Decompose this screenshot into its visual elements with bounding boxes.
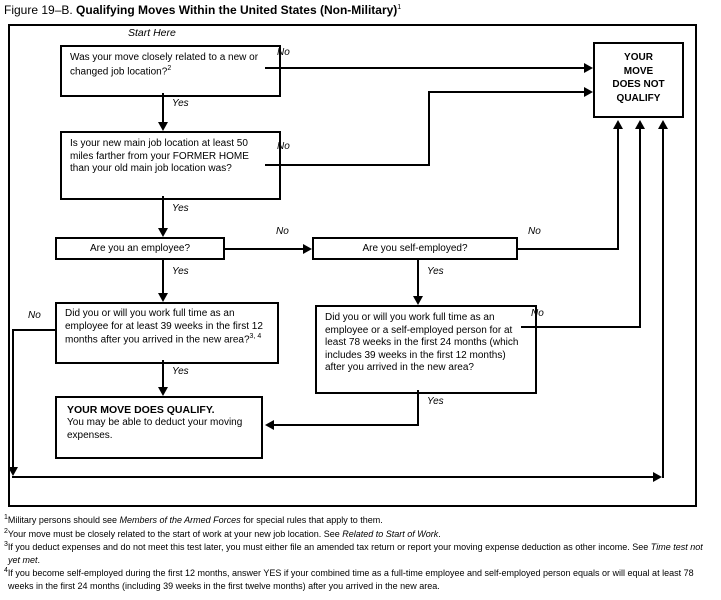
start-here-label: Start Here (128, 27, 176, 39)
figure-title-main: Qualifying Moves Within the United States (Non-Military) (76, 3, 398, 17)
no-label: No (28, 310, 41, 321)
connector-q6-yes (417, 390, 419, 426)
footnote-text: Related to Start of Work (342, 528, 439, 539)
figure-title-footnote-ref: 1 (397, 4, 402, 11)
yes-label: Yes (172, 266, 189, 277)
arrow-right-icon (653, 472, 662, 482)
footnote-text: Your move must be closely related to the start of work at your new job location. See (7, 528, 343, 539)
question-box-self-employed (312, 237, 518, 260)
footnote (4, 566, 717, 592)
footnote-text: If you become self-employed during the first 12 months, answer YES if your combined time as a full-time employee and self-employed person equals or will equal at least 78 weeks in the first 24 months (including 39 weeks in the first twelve months) after you arrived in the new area. (7, 568, 694, 591)
arrow-up-icon (635, 120, 645, 129)
connector-q5-no (12, 329, 14, 467)
result-box-does-not-qualify (593, 42, 684, 118)
arrow-up-icon (658, 120, 668, 129)
yes-label: Yes (172, 366, 189, 377)
connector-q2-no (265, 164, 430, 166)
yes-label: Yes (172, 203, 189, 214)
footnote (4, 527, 717, 541)
connector-q2-no (428, 91, 430, 166)
footnote (4, 540, 717, 566)
footnote-ref: 3, 4 (249, 333, 262, 340)
arrow-down-icon (158, 387, 168, 396)
connector-q5-yes (162, 360, 164, 387)
question-box-job-related (60, 45, 281, 97)
question-text: Are you an employee? (89, 243, 191, 254)
arrow-down-icon (158, 122, 168, 131)
footnote-text: If you deduct expenses and do not meet this test later, you must either file an amended tax return or report your moving expense deduction as other income. See (7, 542, 651, 553)
footnote-text: . (37, 554, 41, 565)
no-label: No (277, 141, 290, 152)
yes-label: Yes (427, 266, 444, 277)
connector-q2-yes (162, 196, 164, 228)
footnote-text: Military persons should see (7, 515, 120, 525)
arrow-left-icon (265, 420, 274, 430)
connector-q1-no (265, 67, 584, 69)
arrow-up-icon (613, 120, 623, 129)
footnote-ref: 2 (167, 64, 172, 72)
question-box-39-weeks (55, 302, 279, 364)
question-box-employee (55, 237, 225, 260)
footnote-marker: 3 (4, 541, 8, 549)
connector-q4-no (518, 248, 618, 250)
result-box-does-qualify (55, 396, 263, 459)
arrow-down-icon (158, 293, 168, 302)
yes-label: Yes (427, 396, 444, 407)
footnote-text: Members of the Armed Forces (119, 515, 241, 525)
question-text: Is your new main job location at least 50 miles farther from your FORMER HOME than your old main job location was? (70, 138, 249, 174)
result-heading: YOUR MOVE DOES QUALIFY. (67, 404, 215, 416)
question-text: Did you or will you work full time as an employee for at least 39 weeks in the first 12 months after you arrived in the new area? (65, 308, 263, 346)
arrow-right-icon (303, 244, 312, 254)
footnote-marker: 2 (4, 527, 8, 535)
arrow-right-icon (584, 63, 593, 73)
figure-title (4, 3, 401, 17)
footnotes (4, 513, 717, 593)
result-text: DOES NOT (612, 79, 665, 90)
footnote-marker: 4 (4, 567, 8, 575)
question-text: Did you or will you work full time as an employee or a self-employed person for at least 78 weeks in the first 24 months (which includes 39 weeks in the first 12 months) after you arrived in the new area? (325, 312, 519, 373)
footnote-text: Time test not yet met (8, 542, 703, 565)
no-label: No (277, 47, 290, 58)
question-box-50-miles (60, 131, 281, 200)
footnote-text: . (438, 528, 441, 539)
result-text: MOVE (623, 65, 654, 77)
arrow-down-icon (158, 228, 168, 237)
arrow-right-icon (584, 87, 593, 97)
arrow-down-icon (8, 467, 18, 476)
connector-q6-no (639, 129, 641, 328)
no-label: No (528, 226, 541, 237)
connector-q5-no (12, 476, 653, 478)
connector-q1-yes (162, 93, 164, 123)
footnote (4, 513, 717, 527)
connector-q6-yes (274, 424, 419, 426)
no-label: No (276, 226, 289, 237)
connector-q3-no (225, 248, 303, 250)
question-box-78-weeks (315, 305, 537, 394)
figure-title-prefix: Figure 19–B. (4, 3, 77, 17)
no-label: No (531, 308, 544, 319)
connector-q5-no (13, 329, 55, 331)
connector-q4-no (617, 129, 619, 250)
yes-label: Yes (172, 98, 189, 109)
result-text: QUALIFY (616, 92, 661, 104)
question-text: Was your move closely related to a new or changed job location? (70, 52, 259, 77)
connector-q5-no (662, 129, 664, 478)
connector-q3-yes (162, 260, 164, 293)
connector-q4-yes (417, 260, 419, 296)
result-text: You may be able to deduct your moving expenses. (67, 417, 243, 441)
result-text: YOUR (624, 52, 653, 63)
connector-q2-no (428, 91, 586, 93)
footnote-text: for special rules that apply to them. (240, 515, 383, 525)
arrow-down-icon (413, 296, 423, 305)
question-text: Are you self-employed? (362, 243, 468, 254)
connector-q6-no (521, 326, 640, 328)
footnote-marker: 1 (4, 514, 8, 521)
